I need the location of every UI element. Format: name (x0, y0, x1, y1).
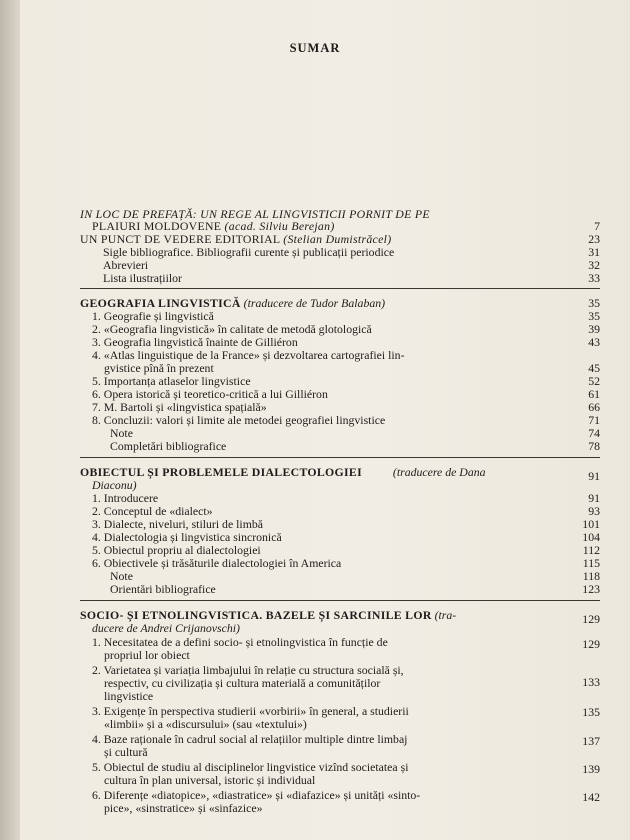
section-2-page: 91 (588, 469, 600, 483)
section-2-author-cont: Diaconu) (92, 478, 137, 492)
section-divider (80, 600, 600, 601)
preface-heading: IN LOC DE PREFAȚĂ: UN REGE AL LINGVISTICII PORNIT DE PE (80, 207, 430, 221)
list-item-page: 101 (582, 517, 600, 531)
list-item-page: 123 (582, 582, 600, 596)
list-item: 2. Conceptul de «dialect» (92, 504, 213, 518)
section-1-author: (traducere de Tudor Balaban) (243, 296, 386, 310)
section-3-author: (tra- (434, 608, 457, 622)
list-item: Abrevieri (103, 258, 149, 272)
list-item-page: 43 (588, 335, 600, 349)
list-item: «limbii» și a «discursului» (sau «textului») (104, 717, 307, 731)
list-item: 3. Dialecte, niveluri, stiluri de limbă (92, 517, 264, 531)
section-2-heading: OBIECTUL ȘI PROBLEMELE DIALECTOLOGIEI (80, 465, 362, 479)
list-item: gvistice pînă în prezent (104, 361, 214, 375)
list-item-page: 142 (582, 790, 600, 804)
list-item-page: 35 (588, 309, 600, 323)
section-3-page: 129 (582, 612, 600, 626)
list-item: 2. Varietatea și variația limbajului în relație cu structura socială și, (92, 663, 404, 677)
list-item: Note (110, 569, 133, 583)
list-item-page: 78 (588, 439, 600, 453)
list-item: Completări bibliografice (110, 439, 227, 453)
list-item-page: 32 (588, 258, 600, 272)
list-item: 5. Importanța atlaselor lingvistice (92, 374, 251, 388)
list-item-page: 74 (588, 426, 600, 440)
list-item-page: 115 (582, 556, 600, 570)
list-item: Note (110, 426, 133, 440)
list-item-page: 33 (588, 271, 600, 285)
list-item: pice», «sinstratice» și «sinfazice» (104, 801, 263, 815)
list-item-page: 31 (588, 245, 600, 259)
list-item: 1. Necesitatea de a defini socio- și etnolingvistica în funcție de (92, 635, 388, 649)
list-item: propriul lor obiect (104, 648, 190, 662)
list-item-page: 133 (582, 675, 600, 689)
list-item-page: 93 (588, 504, 600, 518)
preface-heading-cont: PLAIURI MOLDOVENE (92, 219, 222, 233)
list-item: Sigle bibliografice. Bibliografii curente și publicații periodice (103, 245, 395, 259)
list-item-page: 139 (582, 762, 600, 776)
section-2-author: (traducere de Dana (392, 465, 486, 479)
list-item-page: 52 (588, 374, 600, 388)
list-item-page: 135 (582, 705, 600, 719)
list-item: 1. Geografie și lingvistică (92, 309, 214, 323)
editorial-author: (Stelian Dumistrăcel) (283, 232, 392, 246)
list-item-page: 71 (588, 413, 600, 427)
section-3-author-cont: ducere de Andrei Crijanovschi) (92, 621, 240, 635)
list-item: 5. Obiectul de studiu al disciplinelor lingvistice vizînd societatea și (92, 760, 409, 774)
list-item: 5. Obiectul propriu al dialectologiei (92, 543, 261, 557)
list-item: 6. Diferențe «diatopice», «diastratice» și «diafazice» și unități «sinto- (92, 788, 421, 802)
section-1-heading: GEOGRAFIA LINGVISTICĂ (80, 296, 241, 310)
list-item-page: 104 (582, 530, 600, 544)
list-item-page: 45 (588, 361, 600, 375)
list-item: 6. Opera istorică și teoretico-critică a lui Gilliéron (92, 387, 328, 401)
list-item: Orientări bibliografice (110, 582, 216, 596)
list-item: 8. Concluzii: valori și limite ale metodei geografiei lingvistice (92, 413, 386, 427)
section-divider (80, 288, 600, 289)
page-title: SUMAR (289, 41, 341, 55)
list-item: 3. Geografia lingvistică înainte de Gilliéron (92, 335, 298, 349)
list-item: 4. Dialectologia și lingvistica sincronică (92, 530, 282, 544)
editorial-heading: UN PUNCT DE VEDERE EDITORIAL (80, 232, 280, 246)
list-item-page: 61 (588, 387, 600, 401)
list-item: 7. M. Bartoli și «lingvistica spațială» (92, 400, 267, 414)
preface-author: (acad. Silviu Berejan) (224, 219, 335, 233)
list-item: Lista ilustrațiilor (103, 271, 182, 285)
page-binding-shadow (0, 0, 20, 840)
list-item: 2. «Geografia lingvistică» în calitate de metodă glotologică (92, 322, 372, 336)
list-item-page: 39 (588, 322, 600, 336)
list-item: și cultură (104, 745, 148, 759)
list-item: cultura în plan universal, istoric și individual (104, 773, 316, 787)
list-item: 4. Baze raționale în cadrul social al relațiilor multiple dintre limbaj (92, 732, 408, 746)
list-item: 1. Introducere (92, 491, 159, 505)
list-item: 4. «Atlas linguistique de la France» și dezvoltarea cartografiei lin- (92, 348, 405, 362)
section-3-heading: SOCIO- ȘI ETNOLINGVISTICA. BAZELE ȘI SARCINILE LOR (80, 608, 432, 622)
preface-page: 7 (594, 219, 600, 233)
list-item-page: 137 (582, 734, 600, 748)
list-item: lingvistice (104, 689, 154, 703)
section-1-page: 35 (588, 296, 600, 310)
list-item: 3. Exigențe în perspectiva studierii «vorbirii» în general, a studierii (92, 704, 409, 718)
editorial-page: 23 (588, 232, 600, 246)
list-item-page: 91 (588, 491, 600, 505)
list-item-page: 129 (582, 637, 600, 651)
list-item: respectiv, cu civilizația și cultura materială a comunităților (104, 676, 381, 690)
list-item-page: 112 (582, 543, 600, 557)
list-item: 6. Obiectivele și trăsăturile dialectologiei în America (92, 556, 342, 570)
section-2-heading-line (80, 466, 486, 479)
list-item-page: 118 (582, 569, 600, 583)
list-item-page: 66 (588, 400, 600, 414)
section-divider (80, 457, 600, 458)
